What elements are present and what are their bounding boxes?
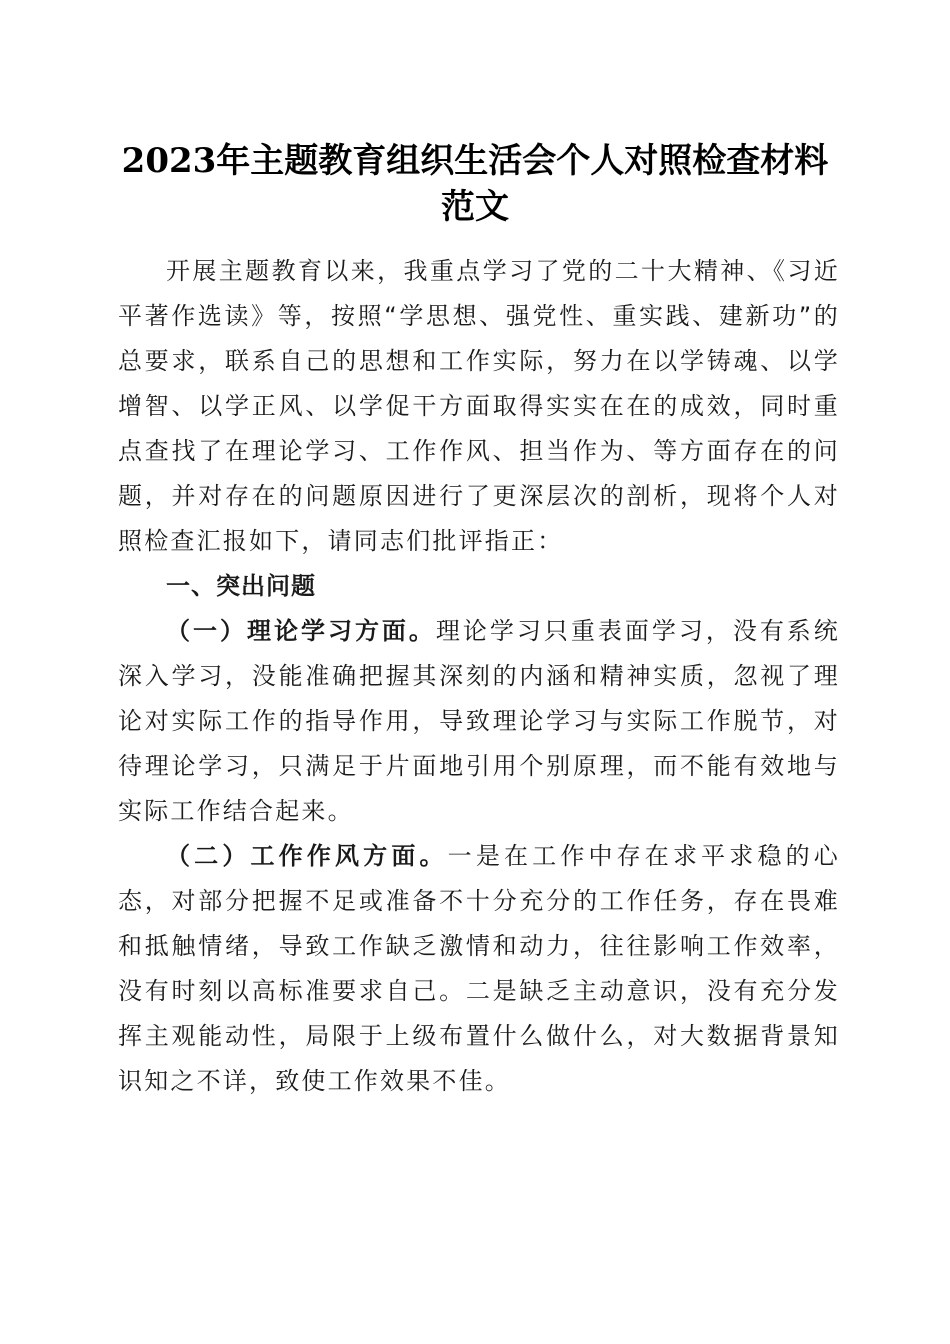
document-title: 2023年主题教育组织生活会个人对照检查材料范文 bbox=[121, 141, 829, 227]
paragraph-lead: （一）理论学习方面。 bbox=[166, 617, 436, 645]
paragraph-text: 一是在工作中存在求平求稳的心态，对部分把握不足或准备不十分充分的工作任务，存在畏难和抵触情绪，导致工作缺乏激情和动力，往往影响工作效率，没有时刻以高标准要求自己。二是缺乏主动意识，没有充分发挥主观能动性，局限于上级布置什么做什么，对大数据背景知识知之不详，致使工作效果不佳。 bbox=[118, 842, 840, 1095]
paragraph-theory-study bbox=[118, 609, 840, 834]
paragraph-lead: （二）工作作风方面。 bbox=[166, 842, 448, 870]
paragraph-work-style bbox=[118, 834, 840, 1104]
paragraph-text: 理论学习只重表面学习，没有系统深入学习，没能准确把握其深刻的内涵和精神实质，忽视了理论对实际工作的指导作用，导致理论学习与实际工作脱节，对待理论学习，只满足于片面地引用个别原理，而不能有效地与实际工作结合起来。 bbox=[118, 617, 841, 825]
intro-paragraph: 开展主题教育以来，我重点学习了党的二十大精神、《习近平著作选读》等，按照“学思想、强党性、重实践、建新功”的总要求，联系自己的思想和工作实际，努力在以学铸魂、以学增智、以学正风、以学促干方面取得实实在在的成效，同时重点查找了在理论学习、工作作风、担当作为、等方面存在的问题，并对存在的问题原因进行了更深层次的剖析，现将个人对照检查汇报如下，请同志们批评指正： bbox=[118, 257, 840, 555]
document-body bbox=[118, 249, 840, 1104]
section-heading-problems: 一、突出问题 bbox=[166, 572, 316, 600]
